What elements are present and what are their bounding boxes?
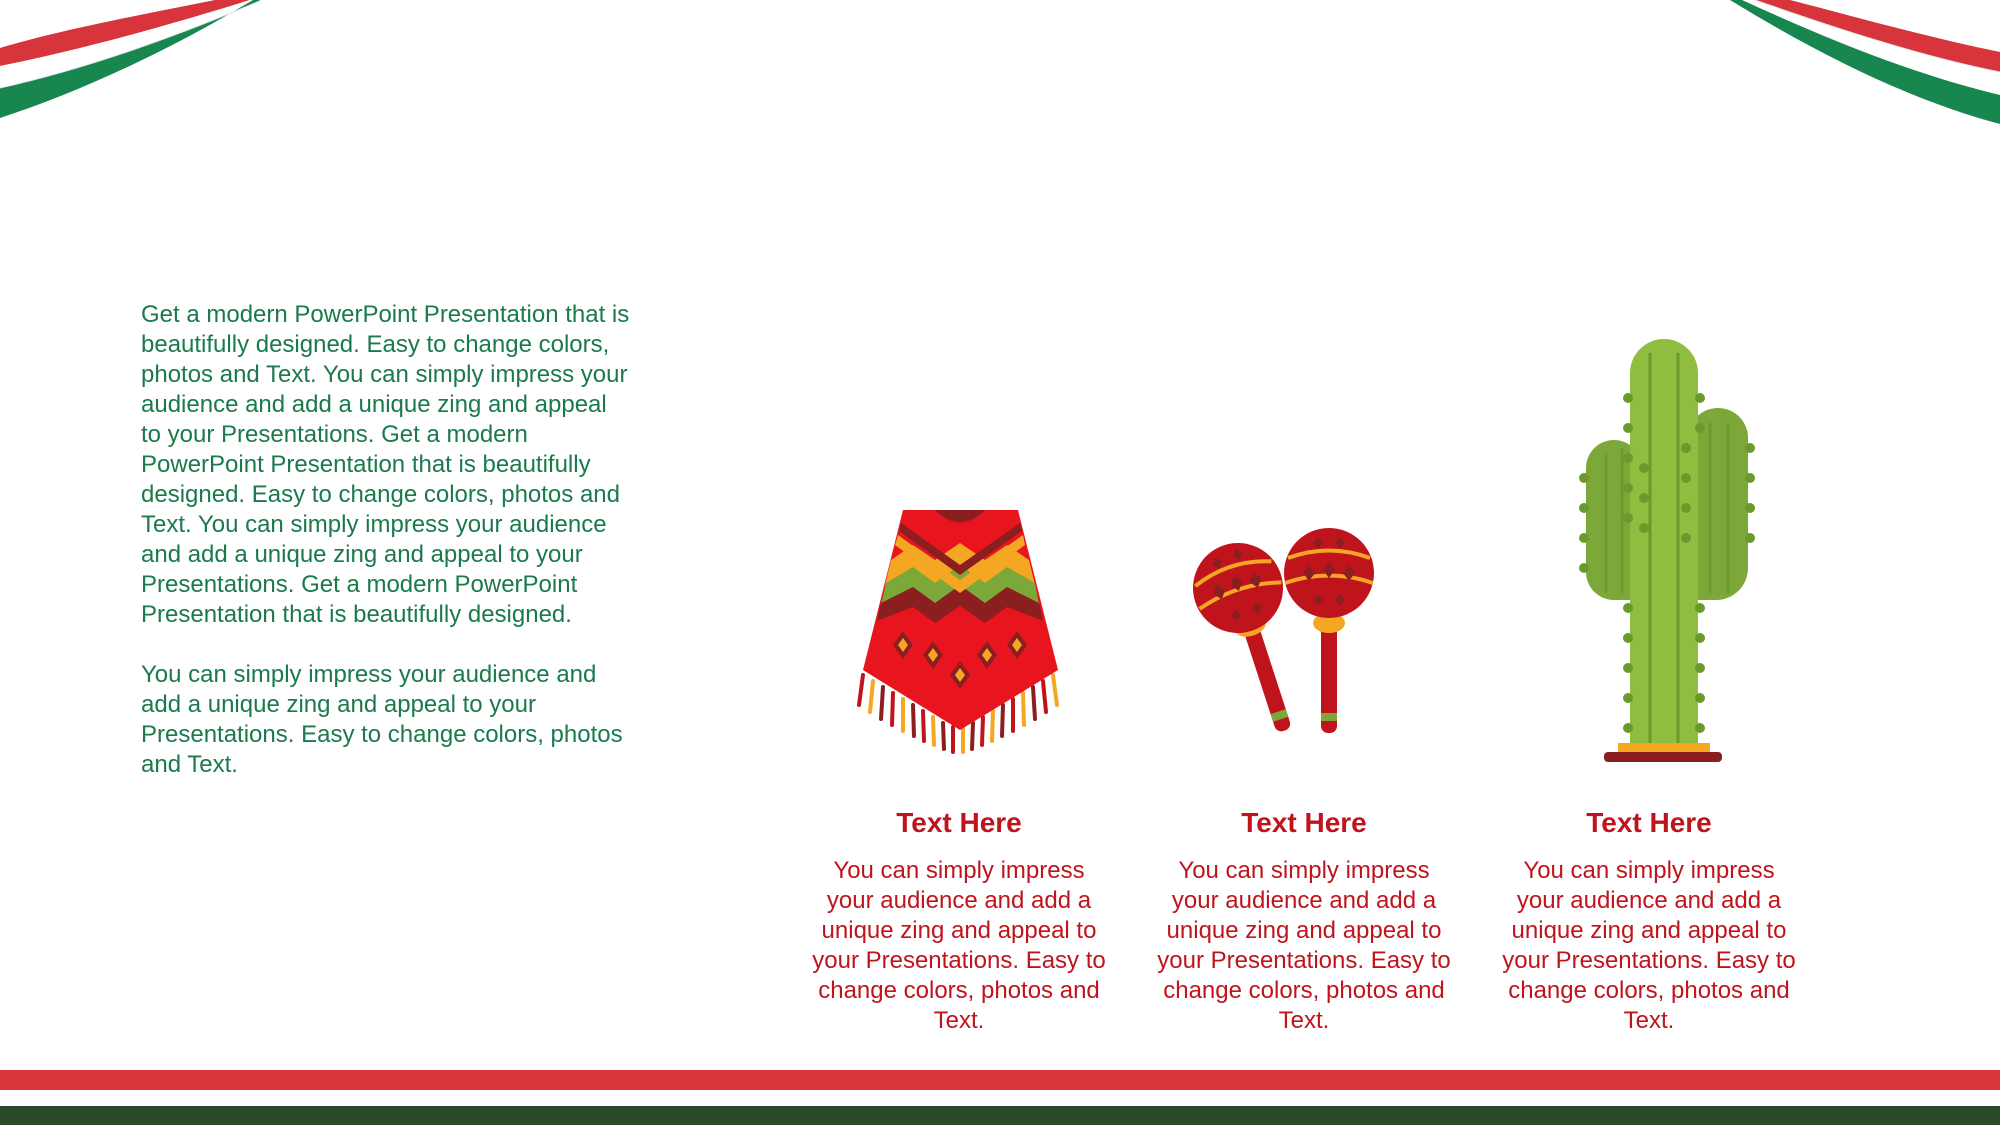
- card-body: You can simply impress your audience and add a unique zing and appeal to your Presentations. Easy to change colors, photos and Text.: [1502, 857, 1796, 1034]
- card-cactus: [1499, 800, 1799, 1036]
- bottom-stripe-red: [0, 1070, 2000, 1090]
- intro-text: [141, 300, 631, 780]
- intro-paragraph-2: You can simply impress your audience and add a unique zing and appeal to your Presentations. Easy to change colors, photos and Text.: [141, 661, 623, 778]
- card-title: Text Here: [896, 807, 1022, 838]
- card-body: You can simply impress your audience and add a unique zing and appeal to your Presentations. Easy to change colors, photos and Text.: [812, 857, 1106, 1034]
- card-title: Text Here: [1586, 807, 1712, 838]
- card-body: You can simply impress your audience and add a unique zing and appeal to your Presentations. Easy to change colors, photos and Text.: [1157, 857, 1451, 1034]
- card-maracas: [1154, 800, 1454, 1036]
- maracas-icon: [1193, 528, 1383, 748]
- poncho-icon: [853, 505, 1068, 755]
- bottom-stripe-green: [0, 1106, 2000, 1125]
- card-title: Text Here: [1241, 807, 1367, 838]
- cactus-icon: [1558, 338, 1768, 768]
- card-poncho: [809, 800, 1109, 1036]
- ribbon-top-right: [1730, 0, 2000, 130]
- ribbon-top-left: [0, 0, 260, 125]
- intro-paragraph-1: Get a modern PowerPoint Presentation that is beautifully designed. Easy to change colors, photos and Text. You can simply impress your audience and add a unique zing and appeal to your Presentations. Get a modern PowerPoint Presentation that is beautifully designed. Easy to change colors, photos and Text. You can simply impress your audience and add a unique zing and appeal to your Presentations. Get a modern PowerPoint Presentation that is beautifully designed.: [141, 301, 630, 628]
